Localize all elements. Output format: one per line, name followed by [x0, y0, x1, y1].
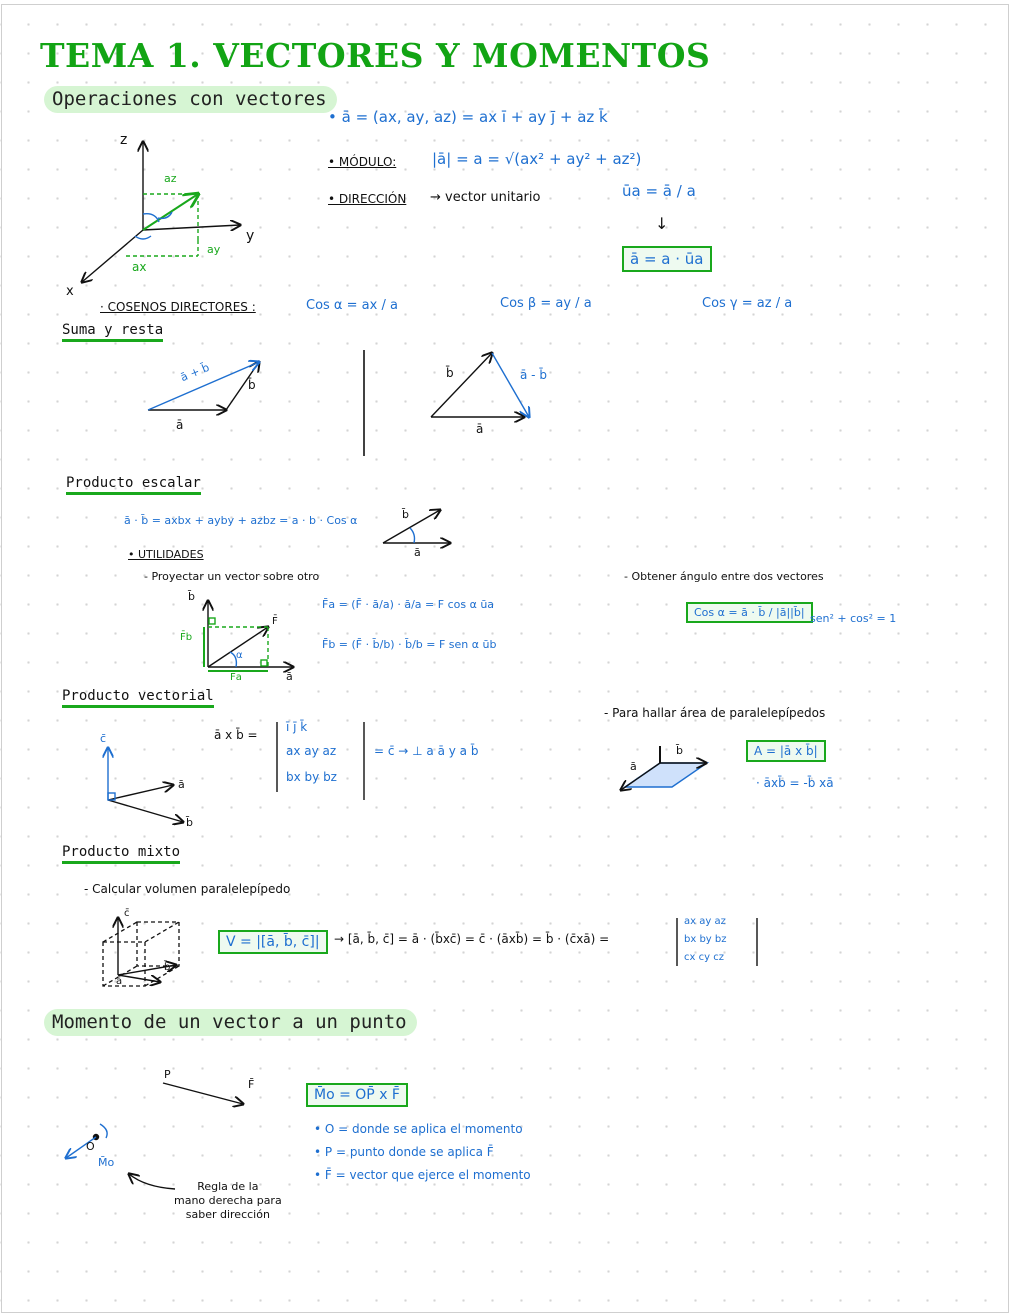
det-row-1: ī j̄ k̄ [286, 720, 308, 734]
vector-definition: • ā = (ax, ay, az) = ax ī + ay j̄ + az k̄ [328, 108, 608, 126]
dot-fig-b: b̄ [402, 508, 409, 521]
section-momento: Momento de un vector a un punto [44, 1009, 417, 1036]
cosenos-label: · COSENOS DIRECTORES : [100, 300, 256, 314]
para-fig-b: b̄ [676, 744, 683, 757]
subsection-escalar: Producto escalar [66, 475, 201, 495]
angulo-note: - Obtener ángulo entre dos vectores [624, 570, 824, 583]
page-title: TEMA 1. VECTORES Y MOMENTOS [40, 36, 711, 75]
axis-y-label: y [246, 228, 255, 244]
diff-b-label: b̄ [446, 366, 454, 380]
cross-fig-c: c̄ [100, 732, 107, 745]
moment-figure [66, 1083, 243, 1189]
fa-equation: F̄a = (F̄ · ā/a) · ā/a = F cos α ūa [322, 598, 495, 611]
sum-b-label: b̄ [248, 378, 256, 392]
cross-product-result: = c̄ → ⊥ a ā y a b̄ [374, 744, 479, 758]
dot-product-formula: ā · b̄ = axbx + ayby + azbz = a · b · Cos α [124, 514, 358, 527]
axes-3d-figure [82, 142, 240, 282]
ax-label: ax [132, 260, 147, 274]
moment-fig-o: O [86, 1140, 95, 1153]
det-row-3: bx by bz [286, 770, 337, 784]
fb-equation: F̄b = (F̄ · b̄/b) · b̄/b = F sen α ūb [322, 638, 497, 651]
trig-identity: sen² + cos² = 1 [810, 612, 897, 625]
sum-a-label: ā [176, 418, 184, 432]
moment-fig-f: F̄ [248, 1078, 255, 1091]
difference-figure [431, 353, 529, 417]
volume-note: - Calcular volumen paralelepípedo [84, 882, 291, 896]
area-box: A = |ā x b̄| [746, 740, 826, 762]
projection-figure [204, 601, 293, 671]
diff-a-label: ā [476, 422, 484, 436]
mixed-det-row-2: bx by bz [684, 934, 727, 945]
subsection-vectorial: Producto vectorial [62, 688, 214, 708]
cross-product-figure [108, 748, 183, 822]
subsection-mixto: Producto mixto [62, 844, 180, 864]
direccion-label: • DIRECCIÓN [328, 192, 407, 206]
right-hand-rule-note: Regla de la mano derecha para saber dirección [174, 1180, 282, 1221]
sum-label: ā + b̄ [178, 360, 212, 385]
volume-box: V = |[ā, b̄, c̄]| [218, 930, 328, 954]
cube-fig-b: b̄ [164, 962, 171, 973]
modulo-equation: |ā| = a = √(ax² + ay² + az²) [432, 150, 642, 168]
cos-angle-box: Cos α = ā · b̄ / |ā||b̄| [686, 602, 813, 623]
cos-gamma: Cos γ = az / a [702, 296, 793, 311]
unit-vector-box: ā = a · ūa [622, 246, 712, 272]
det-row-2: ax ay az [286, 744, 337, 758]
axis-x-label: x [66, 284, 74, 299]
unit-vector-equation: ūa = ā / a [622, 182, 696, 200]
proj-fig-fa: F̄a [230, 672, 242, 683]
moment-fig-p: P [164, 1068, 171, 1081]
sum-figure [148, 350, 364, 456]
mixed-det-row-1: ax ay az [684, 916, 726, 927]
down-arrow-icon: ↓ [655, 214, 669, 233]
dot-fig-a: ā [414, 546, 421, 559]
area-note: - Para hallar área de paralelepípedos [604, 706, 826, 720]
proj-fig-alpha: α [236, 650, 243, 661]
cube-fig-c: c̄ [124, 908, 130, 919]
cross-product-label: ā x b̄ = [214, 728, 258, 742]
cross-fig-a: ā [178, 778, 185, 791]
moment-fig-mo: M̄o [98, 1156, 115, 1169]
moment-item-p: • P = punto donde se aplica F̄ [314, 1145, 494, 1159]
direccion-text: → vector unitario [430, 190, 541, 205]
modulo-label: • MÓDULO: [328, 155, 397, 169]
moment-item-o: • O = donde se aplica el momento [314, 1122, 523, 1136]
proj-fig-b: b̄ [188, 590, 195, 603]
determinant-bars [277, 722, 757, 966]
dot-angle-figure [383, 510, 450, 543]
section-operaciones: Operaciones con vectores [44, 86, 337, 113]
proj-fig-a: ā [286, 670, 293, 683]
proyectar-note: - Proyectar un vector sobre otro [144, 570, 320, 583]
moment-box: M̄o = OP̄ x F̄ [306, 1083, 408, 1107]
diff-label: ā - b̄ [520, 368, 547, 382]
mixed-det-row-3: cx cy cz [684, 952, 724, 963]
cos-beta: Cos β = ay / a [500, 296, 592, 311]
az-label: az [164, 172, 177, 185]
mixed-product-chain: → [ā, b̄, c̄] = ā · (b̄xc̄) = c̄ · (āxb̄) = b̄ · (c̄xā) = [334, 932, 610, 946]
cross-fig-b: b̄ [186, 816, 193, 829]
parallelepiped-figure [103, 922, 179, 986]
axis-z-label: z [120, 132, 128, 148]
moment-item-f: • F̄ = vector que ejerce el momento [314, 1168, 531, 1182]
para-fig-a: ā [630, 760, 637, 773]
cos-alpha: Cos α = ax / a [306, 298, 398, 313]
ay-label: ay [207, 243, 221, 256]
cube-fig-a: ā [116, 976, 123, 987]
proj-fig-f: F̄ [272, 616, 278, 627]
utilidades-label: • UTILIDADES [128, 548, 204, 561]
proj-fig-fb: F̄b [180, 632, 193, 643]
anticommutative-note: · āxb̄ = -b̄ xā [756, 776, 834, 790]
subsection-suma: Suma y resta [62, 322, 163, 342]
